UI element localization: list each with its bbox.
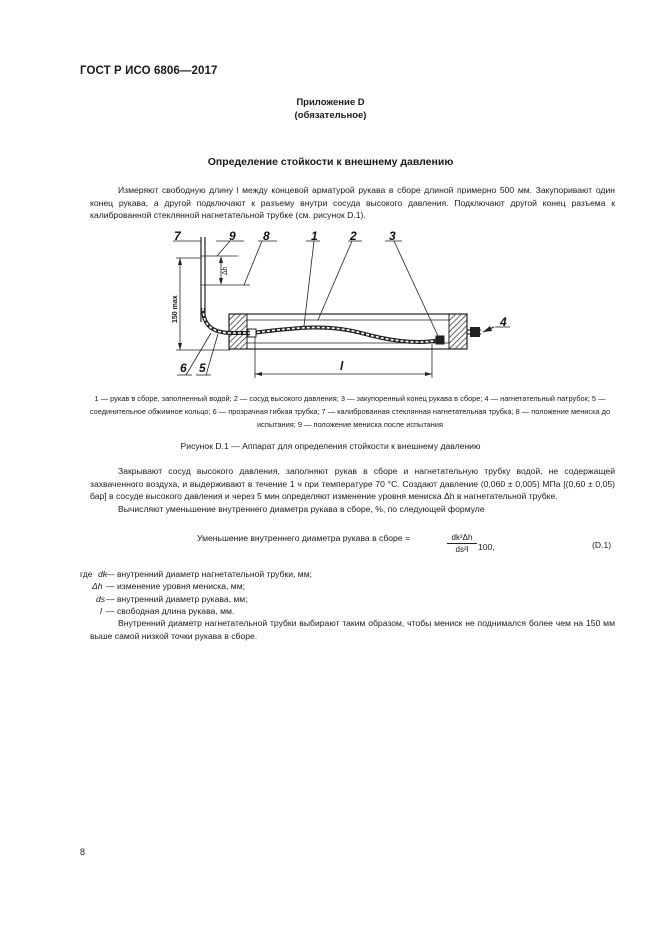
figure-caption: Рисунок D.1 — Аппарат для определения стойкости к внешнему давлению <box>180 441 481 451</box>
calc-intro-text: Вычисляют уменьшение внутреннего диаметра рукава в сборе, %, по следующей формуле <box>118 503 485 514</box>
formula-fraction <box>447 533 477 554</box>
dim-length: l <box>340 359 344 373</box>
callout-4: 4 <box>500 315 507 329</box>
formula-numerator: dk²Δh <box>447 533 477 544</box>
formula-denominator: ds²l <box>455 545 469 554</box>
page-number: 8 <box>80 847 86 857</box>
standard-header: ГОСТ Р ИСО 6806—2017 <box>80 65 218 77</box>
definition-item <box>80 580 245 592</box>
hose-assembly <box>252 327 440 342</box>
definition-prefix: где <box>80 569 93 579</box>
final-paragraph <box>90 617 615 642</box>
definitions-list <box>80 568 313 618</box>
formula-number: (D.1) <box>592 540 612 550</box>
definition-text: — изменение уровня мениска, мм; <box>106 581 245 592</box>
definition-symbol: dk <box>98 569 108 579</box>
figure-apparatus <box>0 0 661 400</box>
formula-multiplier: 100, <box>478 542 495 552</box>
figure-legend: 1 — рукав в сборе, заполненный водой; 2 — сосуд высокого давления; 3 — закупоренный конец рукава в сборе; 4 — нагнетательный патрубок; 5 — соединительное обжимное кольцо; 6 — прозрачная гибкая трубка; 7 — калиброванная стеклянная нагнетательная трубка; 8 — положение мениска до испытания; 9 — положение мениска после испытания <box>89 394 611 429</box>
procedure-text: Закрывают сосуд высокого давления, заполняют рукав в сборе и нагнетательную трубку водой, не содержащей захваченного воздуха, и выдерживают в течение 1 ч при температуре 70 °С. Создают давление (0,060 ± 0,005) МПа [(0,60 ± 0,05) бар] в сосуде высокого давления и через 5 мин определяют изменение уровня мениска Δh в нагнетательной трубке. <box>90 466 615 501</box>
procedure-paragraph <box>90 465 615 515</box>
annex-name: Приложение D <box>296 97 365 108</box>
dim-delta-h: Δh <box>222 266 229 275</box>
callout-3: 3 <box>389 229 396 243</box>
definition-item <box>80 605 235 617</box>
callout-1: 1 <box>311 229 318 243</box>
definition-item <box>80 593 248 605</box>
dim-height: 150 max <box>172 295 179 323</box>
inlet-pipe <box>470 327 480 337</box>
formula-lhs: Уменьшение внутреннего диаметра рукава в сборе = <box>197 533 410 543</box>
callout-6: 6 <box>180 361 187 375</box>
final-text: Внутренний диаметр нагнетательной трубки выбирают таким образом, чтобы мениск не поднимался более чем на 150 мм выше самой низкой точки рукава в сборе. <box>90 618 615 641</box>
definition-text: — внутренний диаметр рукава, мм; <box>106 593 248 604</box>
definition-text: — свободная длина рукава, мм. <box>106 606 235 617</box>
definition-symbol: l <box>100 606 102 617</box>
annex-status: (обязательное) <box>294 110 367 121</box>
definition-symbol: Δh <box>92 581 103 592</box>
callout-5: 5 <box>199 361 206 375</box>
definition-text: — внутренний диаметр нагнетательной трубки, мм; <box>106 569 313 579</box>
intro-text: Измеряют свободную длину l между концевой арматурой рукава в сборе длиной примерно 500 мм. Закупоривают один конец рукава, а другой подключают к разъему внутри сосуда высокого давления. Подключают другой конец разъема к калиброванной стеклянной нагнетательной трубке (см. рисунок D.1). <box>90 185 615 220</box>
definition-item <box>80 568 313 580</box>
callout-7: 7 <box>174 229 181 243</box>
section-title: Определение стойкости к внешнему давлению <box>207 156 454 168</box>
callout-2: 2 <box>350 229 357 243</box>
callout-9: 9 <box>229 229 236 243</box>
callout-8: 8 <box>263 229 270 243</box>
plugged-end <box>436 336 444 344</box>
definition-symbol: ds <box>96 593 106 604</box>
